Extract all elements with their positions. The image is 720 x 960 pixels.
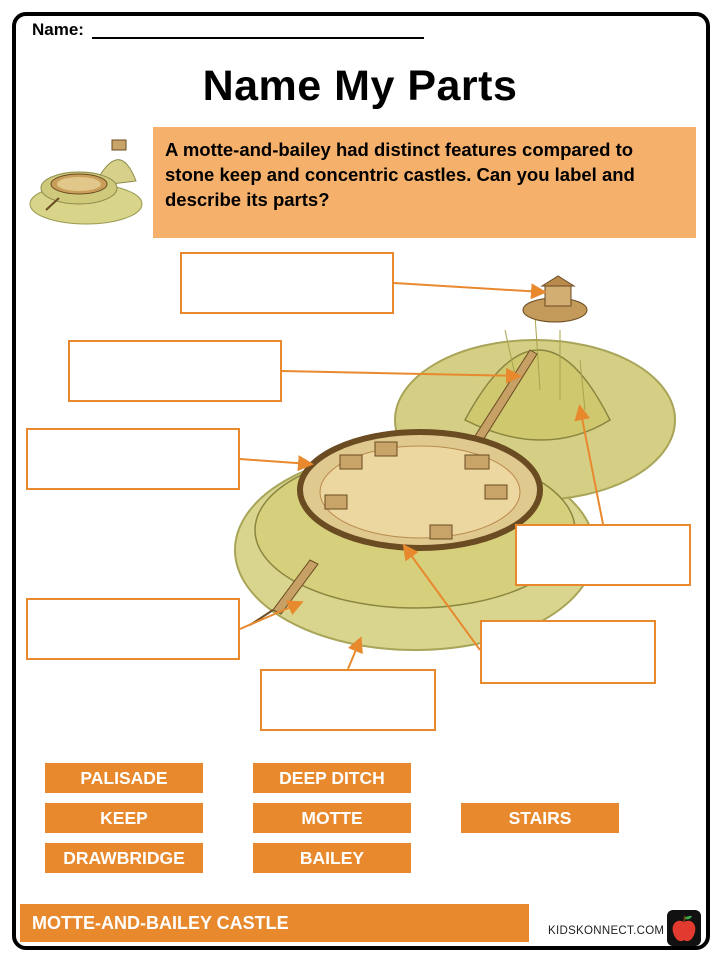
apple-icon xyxy=(667,910,701,946)
word-deep-ditch: DEEP DITCH xyxy=(253,763,411,793)
word-motte: MOTTE xyxy=(253,803,411,833)
page-title: Name My Parts xyxy=(202,62,518,110)
castle-thumbnail-icon xyxy=(24,126,154,228)
name-label: Name: xyxy=(32,20,84,39)
answer-box-2[interactable] xyxy=(68,340,282,402)
word-stairs: STAIRS xyxy=(461,803,619,833)
castle-illustration-icon xyxy=(215,270,680,670)
answer-box-5[interactable] xyxy=(26,598,240,660)
answer-box-6[interactable] xyxy=(480,620,656,684)
answer-box-1[interactable] xyxy=(180,252,394,314)
name-input-line[interactable] xyxy=(92,37,424,39)
intro-text: A motte-and-bailey had distinct features compared to stone keep and concentric castles. Can you label and describe its parts? xyxy=(153,127,696,238)
brand-text: KIDSKONNECT.COM xyxy=(548,925,665,937)
word-keep: KEEP xyxy=(45,803,203,833)
answer-box-7[interactable] xyxy=(260,669,436,731)
word-bailey: BAILEY xyxy=(253,843,411,873)
word-palisade: PALISADE xyxy=(45,763,203,793)
answer-box-3[interactable] xyxy=(26,428,240,490)
answer-box-4[interactable] xyxy=(515,524,691,586)
footer-topic: MOTTE-AND-BAILEY CASTLE xyxy=(20,904,529,942)
word-drawbridge: DRAWBRIDGE xyxy=(45,843,203,873)
